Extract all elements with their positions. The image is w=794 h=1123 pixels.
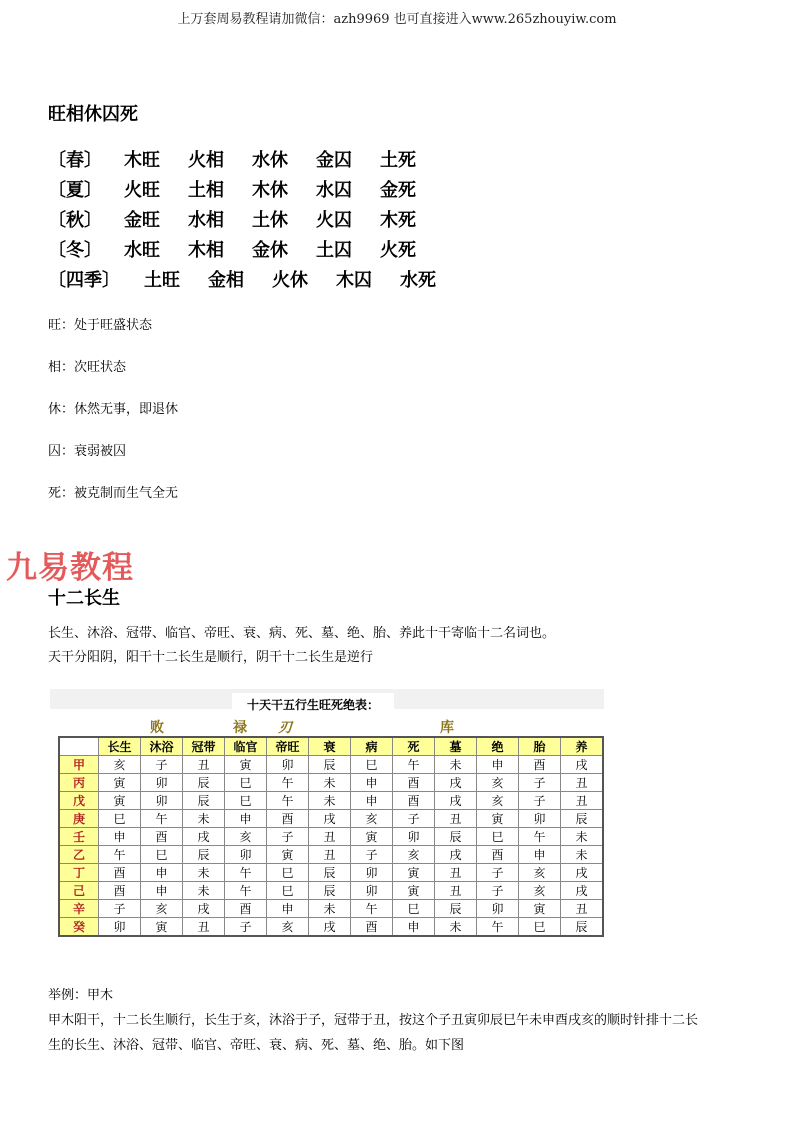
- table-cell: 申: [351, 792, 393, 810]
- table-cell: 戌: [183, 828, 225, 846]
- table-cell: 午: [519, 828, 561, 846]
- table-cell: 辰: [309, 864, 351, 882]
- table-cell: 卯: [141, 792, 183, 810]
- table-cell: 酉: [393, 792, 435, 810]
- definition-item: 休：休然无事，即退休: [48, 402, 179, 417]
- table-cell: 卯: [141, 774, 183, 792]
- season-row: [48, 148, 464, 178]
- table-cell: 午: [351, 900, 393, 918]
- table-cell: 未: [183, 882, 225, 900]
- table-cell: 午: [477, 918, 519, 937]
- season-row: [48, 238, 464, 268]
- season-item: 水相: [188, 210, 224, 231]
- table-cell: 辰: [435, 828, 477, 846]
- season-item: 火旺: [124, 180, 160, 201]
- table-cell: 戌: [435, 774, 477, 792]
- table-row: [59, 882, 603, 900]
- table-cell: 丑: [435, 864, 477, 882]
- table-cell: 未: [309, 792, 351, 810]
- table-cell: 亥: [393, 846, 435, 864]
- table-cell: 巳: [393, 900, 435, 918]
- stem-cell: 丁: [59, 864, 99, 882]
- table-cell: 申: [267, 900, 309, 918]
- table-cell: 未: [183, 864, 225, 882]
- season-item: 金死: [380, 180, 416, 201]
- season-item: 水囚: [316, 180, 352, 201]
- table-cell: 卯: [519, 810, 561, 828]
- table-cell: 辰: [309, 756, 351, 774]
- table-cell: 辰: [435, 900, 477, 918]
- table-cell: 戌: [435, 792, 477, 810]
- table-cell: 寅: [141, 918, 183, 937]
- stem-cell: 丙: [59, 774, 99, 792]
- table-cell: 午: [99, 846, 141, 864]
- table-cell: 辰: [309, 882, 351, 900]
- table-header-cell: 死: [393, 737, 435, 756]
- table-cell: 酉: [99, 864, 141, 882]
- table-cell: 申: [519, 846, 561, 864]
- stem-cell: 癸: [59, 918, 99, 937]
- table-cell: 申: [141, 882, 183, 900]
- table-cell: 卯: [267, 756, 309, 774]
- table-cell: 卯: [351, 864, 393, 882]
- season-item: 金休: [252, 240, 288, 261]
- table-cell: 未: [309, 774, 351, 792]
- season-item: 水旺: [124, 240, 160, 261]
- table-cell: 酉: [225, 900, 267, 918]
- table-cell: 卯: [225, 846, 267, 864]
- table-cell: 酉: [519, 756, 561, 774]
- table-cell: 午: [225, 882, 267, 900]
- table-cell: 辰: [561, 810, 604, 828]
- table-cell: 酉: [267, 810, 309, 828]
- table-cell: 申: [393, 918, 435, 937]
- table-cell: 亥: [141, 900, 183, 918]
- season-item: 土囚: [316, 240, 352, 261]
- table-cell: 巳: [477, 828, 519, 846]
- table-header-cell: 绝: [477, 737, 519, 756]
- table-cell: 巳: [225, 774, 267, 792]
- table-cell: 子: [351, 846, 393, 864]
- table-cell: 卯: [477, 900, 519, 918]
- table-cell: 寅: [519, 900, 561, 918]
- table-header-cell: 帝旺: [267, 737, 309, 756]
- table-cell: 戌: [309, 918, 351, 937]
- table-cell: 午: [141, 810, 183, 828]
- table-cell: 巳: [141, 846, 183, 864]
- season-label: 〔四季〕: [48, 270, 120, 291]
- table-cell: 寅: [351, 828, 393, 846]
- table-cell: 戌: [183, 900, 225, 918]
- season-table: [48, 148, 464, 298]
- table-cell: 子: [519, 774, 561, 792]
- table-row: [59, 792, 603, 810]
- twelve-stages-table: [58, 736, 604, 937]
- season-item: 火休: [272, 270, 308, 291]
- season-label: 〔春〕: [48, 150, 102, 171]
- table-cell: 丑: [309, 828, 351, 846]
- season-row: [48, 268, 464, 298]
- table-cell: 丑: [435, 810, 477, 828]
- marker-ren: 刃: [278, 720, 292, 736]
- season-item: 土相: [188, 180, 224, 201]
- table-cell: 辰: [183, 774, 225, 792]
- season-item: 木休: [252, 180, 288, 201]
- table-cell: 子: [477, 864, 519, 882]
- table-cell: 卯: [99, 918, 141, 937]
- table-cell: 戌: [561, 864, 604, 882]
- stem-cell: 乙: [59, 846, 99, 864]
- table-cell: 寅: [393, 882, 435, 900]
- table-cell: 酉: [99, 882, 141, 900]
- intro-line-2: 天干分阳阴，阳干十二长生是顺行，阴干十二长生是逆行: [48, 650, 374, 665]
- season-item: 水死: [400, 270, 436, 291]
- table-cell: 子: [267, 828, 309, 846]
- stem-cell: 戊: [59, 792, 99, 810]
- table-cell: 辰: [183, 792, 225, 810]
- table-cell: 卯: [393, 828, 435, 846]
- table-cell: 戌: [435, 846, 477, 864]
- table-cell: 亥: [99, 756, 141, 774]
- table-caption: 十天干五行生旺死绝表：: [232, 693, 394, 717]
- table-cell: 亥: [519, 882, 561, 900]
- season-item: 火死: [380, 240, 416, 261]
- definition-item: 相：次旺状态: [48, 360, 127, 375]
- table-cell: 丑: [183, 918, 225, 937]
- table-cell: 酉: [351, 918, 393, 937]
- table-header-cell: 临官: [225, 737, 267, 756]
- table-cell: 亥: [477, 774, 519, 792]
- table-cell: 辰: [561, 918, 604, 937]
- stem-cell: 己: [59, 882, 99, 900]
- table-cell: 辰: [183, 846, 225, 864]
- season-item: 木死: [380, 210, 416, 231]
- season-row: [48, 178, 464, 208]
- season-item: 金囚: [316, 150, 352, 171]
- stem-cell: 辛: [59, 900, 99, 918]
- table-header-cell: 沐浴: [141, 737, 183, 756]
- example-text: [48, 984, 758, 1059]
- table-cell: 戌: [309, 810, 351, 828]
- table-cell: 申: [225, 810, 267, 828]
- table-cell: 巳: [267, 864, 309, 882]
- definition-item: 死：被克制而生气全无: [48, 486, 179, 501]
- table-header-row: [59, 737, 603, 756]
- table-row: [59, 846, 603, 864]
- table-cell: 未: [309, 900, 351, 918]
- table-cell: 巳: [225, 792, 267, 810]
- table-cell: 亥: [519, 864, 561, 882]
- table-cell: 戌: [561, 882, 604, 900]
- table-cell: 巳: [99, 810, 141, 828]
- watermark-logo: 九易教程: [6, 550, 134, 586]
- season-item: 木旺: [124, 150, 160, 171]
- table-cell: 未: [435, 918, 477, 937]
- table-cell: 丑: [561, 774, 604, 792]
- table-cell: 亥: [225, 828, 267, 846]
- intro-line-1: 长生、沐浴、冠带、临官、帝旺、衰、病、死、墓、绝、胎、养此十干寄临十二名词也。: [48, 626, 556, 641]
- definition-item: 囚：衰弱被囚: [48, 444, 127, 459]
- table-row: [59, 774, 603, 792]
- table-cell: 丑: [561, 792, 604, 810]
- table-cell: 午: [393, 756, 435, 774]
- stem-cell: 庚: [59, 810, 99, 828]
- table-header-cell: 胎: [519, 737, 561, 756]
- table-row: [59, 756, 603, 774]
- table-row: [59, 918, 603, 937]
- table-header-cell: 衰: [309, 737, 351, 756]
- table-cell: 寅: [393, 864, 435, 882]
- table-header-cell: 冠带: [183, 737, 225, 756]
- table-header-cell: 墓: [435, 737, 477, 756]
- table-cell: 午: [267, 792, 309, 810]
- table-cell: 巳: [267, 882, 309, 900]
- table-header-cell: 养: [561, 737, 604, 756]
- table-cell: 酉: [477, 846, 519, 864]
- table-cell: 亥: [477, 792, 519, 810]
- table-cell: 寅: [225, 756, 267, 774]
- marker-lu: 禄: [233, 720, 247, 736]
- table-cell: 未: [435, 756, 477, 774]
- season-item: 金旺: [124, 210, 160, 231]
- season-row: [48, 208, 464, 238]
- table-header-cell: 长生: [99, 737, 141, 756]
- table-cell: 寅: [477, 810, 519, 828]
- season-item: 土死: [380, 150, 416, 171]
- page-header: 上万套周易教程请加微信：azh9969 也可直接进入www.265zhouyiw.com: [177, 12, 617, 27]
- table-cell: 申: [141, 864, 183, 882]
- table-cell: 亥: [267, 918, 309, 937]
- table-cell: 申: [351, 774, 393, 792]
- table-cell: 午: [225, 864, 267, 882]
- table-cell: 戌: [561, 756, 604, 774]
- season-item: 木囚: [336, 270, 372, 291]
- table-markers: [50, 717, 604, 735]
- table-row: [59, 864, 603, 882]
- table-cell: 子: [141, 756, 183, 774]
- marker-ku: 库: [440, 720, 454, 736]
- intro-text: [48, 622, 555, 670]
- stem-cell: 壬: [59, 828, 99, 846]
- section-title-wangxiang: 旺相休囚死: [48, 104, 138, 125]
- table-cell: 丑: [309, 846, 351, 864]
- season-label: 〔夏〕: [48, 180, 102, 201]
- season-label: 〔冬〕: [48, 240, 102, 261]
- example-line-2: 甲木阳干，十二长生顺行，长生于亥，沐浴于子，冠带于丑，按这个子丑寅卯辰巳午未申酉戌亥的顺时针排十二长: [48, 1013, 699, 1028]
- season-item: 木相: [188, 240, 224, 261]
- table-cell: 亥: [351, 810, 393, 828]
- table-cell: 申: [477, 756, 519, 774]
- table-cell: 巳: [519, 918, 561, 937]
- table-row: [59, 900, 603, 918]
- table-cell: 申: [99, 828, 141, 846]
- table-cell: 未: [561, 846, 604, 864]
- table-cell: 丑: [183, 756, 225, 774]
- season-item: 水休: [252, 150, 288, 171]
- section-title-twelve-stages: 十二长生: [48, 588, 120, 609]
- season-item: 金相: [208, 270, 244, 291]
- table-cell: 卯: [351, 882, 393, 900]
- stages-table-figure: [50, 689, 604, 945]
- season-item: 土旺: [144, 270, 180, 291]
- season-item: 土休: [252, 210, 288, 231]
- table-cell: 子: [393, 810, 435, 828]
- example-line-1: 举例：甲木: [48, 988, 114, 1003]
- table-cell: 未: [183, 810, 225, 828]
- table-cell: 巳: [351, 756, 393, 774]
- definition-item: 旺：处于旺盛状态: [48, 318, 153, 333]
- stem-cell: 甲: [59, 756, 99, 774]
- example-line-3: 生的长生、沐浴、冠带、临官、帝旺、衰、病、死、墓、绝、胎。如下图: [48, 1038, 465, 1053]
- table-cell: 子: [477, 882, 519, 900]
- definition-list: [48, 314, 178, 524]
- table-cell: 寅: [99, 774, 141, 792]
- table-header-cell: 病: [351, 737, 393, 756]
- table-cell: 丑: [435, 882, 477, 900]
- table-cell: 丑: [561, 900, 604, 918]
- table-cell: 未: [561, 828, 604, 846]
- table-cell: 寅: [267, 846, 309, 864]
- table-corner-cell: [59, 737, 99, 756]
- season-item: 火相: [188, 150, 224, 171]
- marker-bai: 败: [150, 720, 164, 736]
- table-row: [59, 828, 603, 846]
- table-cell: 子: [99, 900, 141, 918]
- season-item: 火囚: [316, 210, 352, 231]
- table-cell: 酉: [141, 828, 183, 846]
- table-cell: 子: [519, 792, 561, 810]
- table-cell: 子: [225, 918, 267, 937]
- season-label: 〔秋〕: [48, 210, 102, 231]
- table-cell: 午: [267, 774, 309, 792]
- table-cell: 酉: [393, 774, 435, 792]
- table-cell: 寅: [99, 792, 141, 810]
- table-row: [59, 810, 603, 828]
